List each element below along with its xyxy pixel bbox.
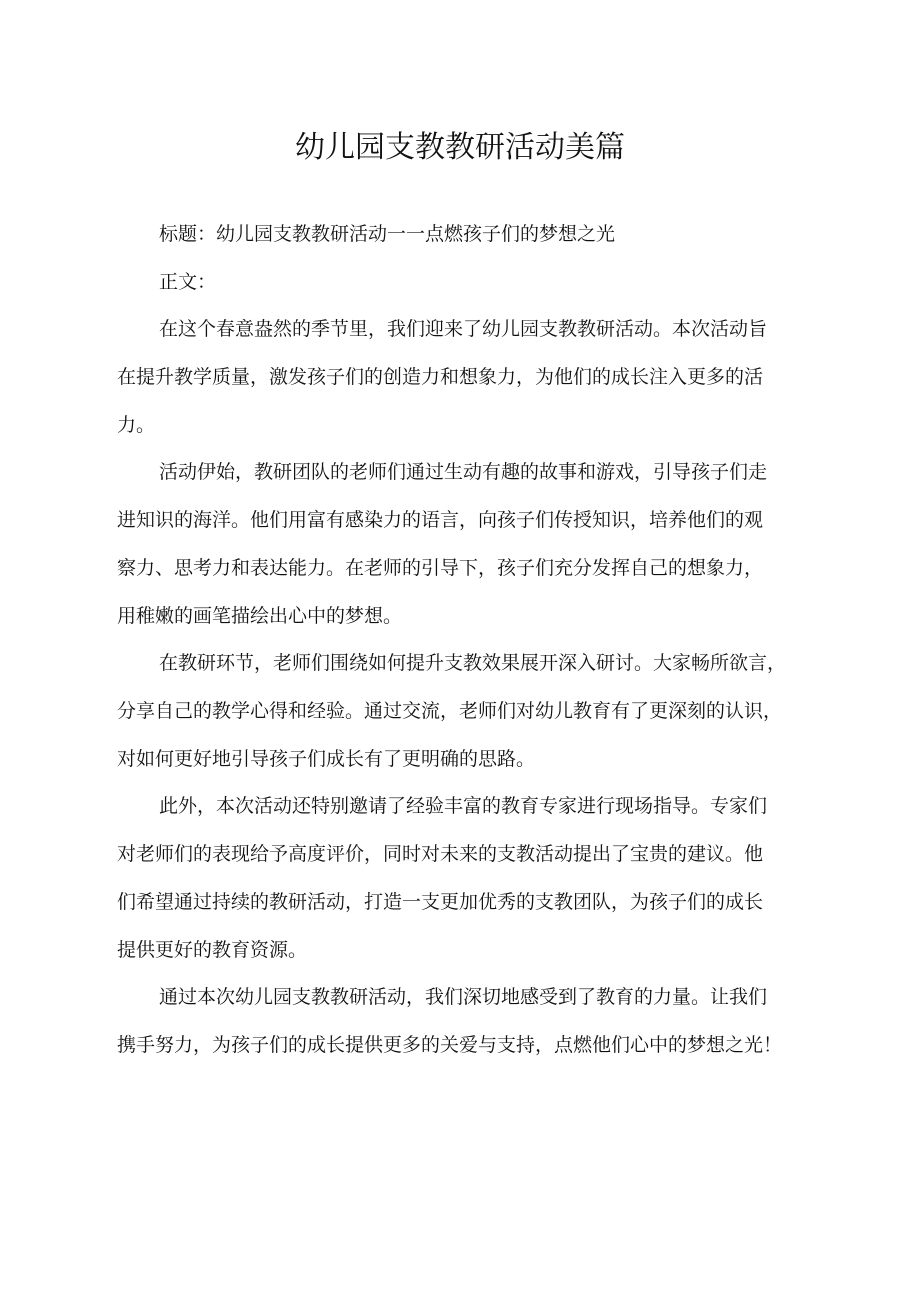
paragraph-1 [117,317,817,437]
paragraph-line: 携手努力，为孩子们的成长提供更多的关爱与支持，点燃他们心中的梦想之光！ [117,1034,783,1056]
body-label: 正文： [159,271,217,293]
paragraph-line: 察力、思考力和表达能力。在老师的引导下，孩子们充分发挥自己的想象力， [117,557,764,579]
paragraph-5 [117,985,817,1057]
document-body [117,222,817,1057]
paragraph-line: 对老师们的表现给予高度评价，同时对未来的支教活动提出了宝贵的建议。他 [117,843,764,865]
document-title: 幼儿园支教教研活动美篇 [295,130,625,165]
paragraph-2 [117,460,817,628]
paragraph-line: 在教研环节，老师们围绕如何提升支教效果展开深入研讨。大家畅所欲言， [159,652,787,674]
paragraph-3 [117,651,817,771]
paragraph-line: 分享自己的教学心得和经验。通过交流，老师们对幼儿教育有了更深刻的认识， [117,700,783,722]
paragraph-line: 进知识的海洋。他们用富有感染力的语言，向孩子们传授知识，培养他们的观 [117,509,764,531]
paragraph-line: 在提升教学质量，激发孩子们的创造力和想象力，为他们的成长注入更多的活 [117,366,764,388]
paragraph-line: 活动伊始，教研团队的老师们通过生动有趣的故事和游戏，引导孩子们走 [159,461,768,483]
paragraph-line: 力。 [117,414,156,436]
paragraph-line: 提供更好的教育资源。 [117,939,308,961]
paragraph-line: 们希望通过持续的教研活动，打造一支更加优秀的支教团队，为孩子们的成长 [117,891,764,913]
paragraph-line: 在这个春意盎然的季节里，我们迎来了幼儿园支教教研活动。本次活动旨 [159,318,768,340]
subtitle-line: 标题：幼儿园支教教研活动一一点燃孩子们的梦想之光 [159,223,616,245]
paragraph-line: 对如何更好地引导孩子们成长有了更明确的思路。 [117,748,536,770]
paragraph-line: 通过本次幼儿园支教教研活动，我们深切地感受到了教育的力量。让我们 [159,986,768,1008]
paragraph-line: 此外，本次活动还特别邀请了经验丰富的教育专家进行现场指导。专家们 [159,795,768,817]
paragraph-4 [117,794,817,962]
paragraph-line: 用稚嫩的画笔描绘出心中的梦想。 [117,605,403,627]
